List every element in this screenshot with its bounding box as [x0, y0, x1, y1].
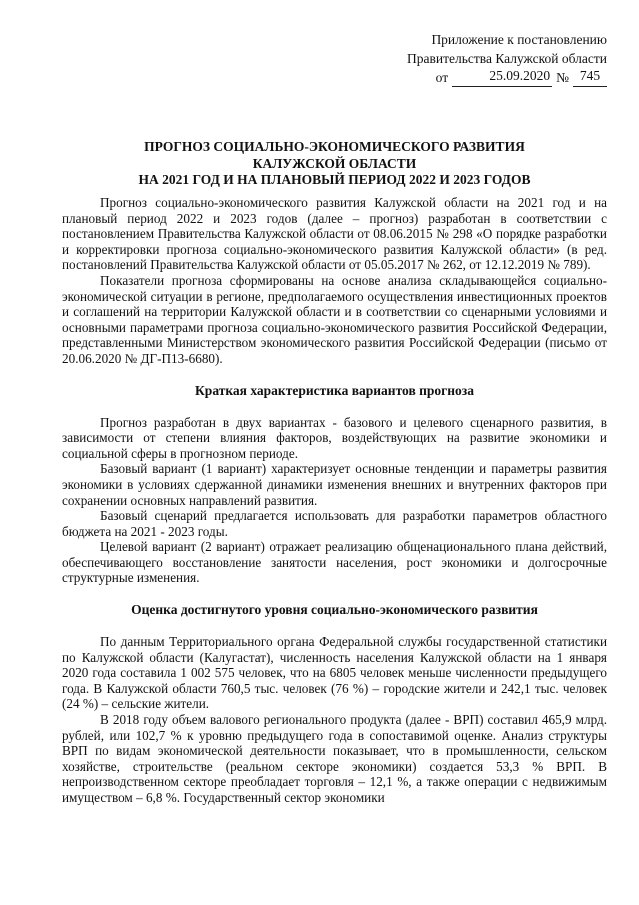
variants-paragraph-3: Базовый сценарий предлагается использовать для разработки параметров областного бюджета на 2021 - 2023 годы. [62, 508, 607, 539]
variants-paragraph-4: Целевой вариант (2 вариант) отражает реализацию общенационального плана действий, обеспечивающего восстановление занятости населения, рост экономики и долгосрочные структурные изменения. [62, 539, 607, 586]
title-line-3: НА 2021 ГОД И НА ПЛАНОВЫЙ ПЕРИОД 2022 И 2023 ГОДОВ [138, 172, 531, 187]
appendix-block [377, 30, 607, 87]
appendix-line-1: Приложение к постановлению [431, 32, 607, 47]
appendix-line-2: Правительства Калужской области [406, 51, 607, 66]
section-heading-assessment: Оценка достигнутого уровня социально-экономического развития [131, 602, 538, 618]
resolution-date: 25.09.2020 [452, 68, 552, 87]
from-label: от [435, 70, 449, 85]
intro-paragraph-1: Прогноз социально-экономического развития Калужской области на 2021 год и на плановый период 2022 и 2023 годов (далее – прогноз) разработан в соответствии с постановлением Правительства Калужской области от 08.06.2015 № 298 «О порядке разработки и корректировки прогноза социально-экономического развития Калужской области» (в ред. постановлений Правительства Калужской области от 05.05.2017 № 262, от 12.12.2019 № 789). [62, 195, 607, 273]
assessment-paragraph-1: По данным Территориального органа Федеральной службы государственной статистики по Калужской области (Калугастат), численность населения Калужской области на 1 января 2020 года составила 1 002 575 человек, что на 6805 человек меньше численности предыдущего года. В Калужской области 760,5 тыс. человек (76 %) – городские жители и 242,1 тыс. человек (24 %) – сельские жители. [62, 634, 607, 712]
assessment-paragraph-2: В 2018 году объем валового регионального продукта (далее - ВРП) составил 465,9 млрд. рублей, или 102,7 % к уровню предыдущего года в сопоставимой оценке. Анализ структуры ВРП по видам экономической деятельности показывает, что в промышленности, сельском хозяйстве, строительстве (реальном секторе экономики) создается 53,3 % ВРП. В непроизводственном секторе преобладает торговля – 12,1 %, а также операции с недвижимым имуществом – 6,8 %. Государственный сектор экономики [62, 712, 607, 805]
document-body [62, 195, 607, 806]
variants-paragraph-2: Базовый вариант (1 вариант) характеризует основные тенденции и параметры развития экономики в условиях сдержанной динамики изменения внешних и внутренних факторов при сохранении основных направлений развития. [62, 461, 607, 508]
number-label: № [556, 70, 569, 85]
intro-paragraph-2: Показатели прогноза сформированы на основе анализа складывающейся социально-экономической ситуации в регионе, предполагаемого осуществления инвестиционных проектов и соглашений на территории Калужской области и в соответствии со сценарными условиями и основными параметрами прогноза социально-экономического развития Российской Федерации, представленными Министерством экономического развития Российской Федерации (письмо от 20.06.2020 № ДГ-П13-6680). [62, 272, 607, 366]
variants-paragraph-1: Прогноз разработан в двух вариантах - базового и целевого сценарного развития, в зависимости от степени влияния факторов, воздействующих на развитие экономики и социальной сферы в прогнозном периоде. [62, 414, 607, 461]
section-heading-variants: Краткая характеристика вариантов прогноза [195, 382, 474, 398]
document-title [62, 139, 607, 189]
title-line-2: КАЛУЖСКОЙ ОБЛАСТИ [252, 155, 417, 171]
appendix-reference [377, 68, 607, 87]
title-line-1: ПРОГНОЗ СОЦИАЛЬНО-ЭКОНОМИЧЕСКОГО РАЗВИТИЯ [144, 139, 525, 154]
resolution-number: 745 [573, 68, 607, 87]
